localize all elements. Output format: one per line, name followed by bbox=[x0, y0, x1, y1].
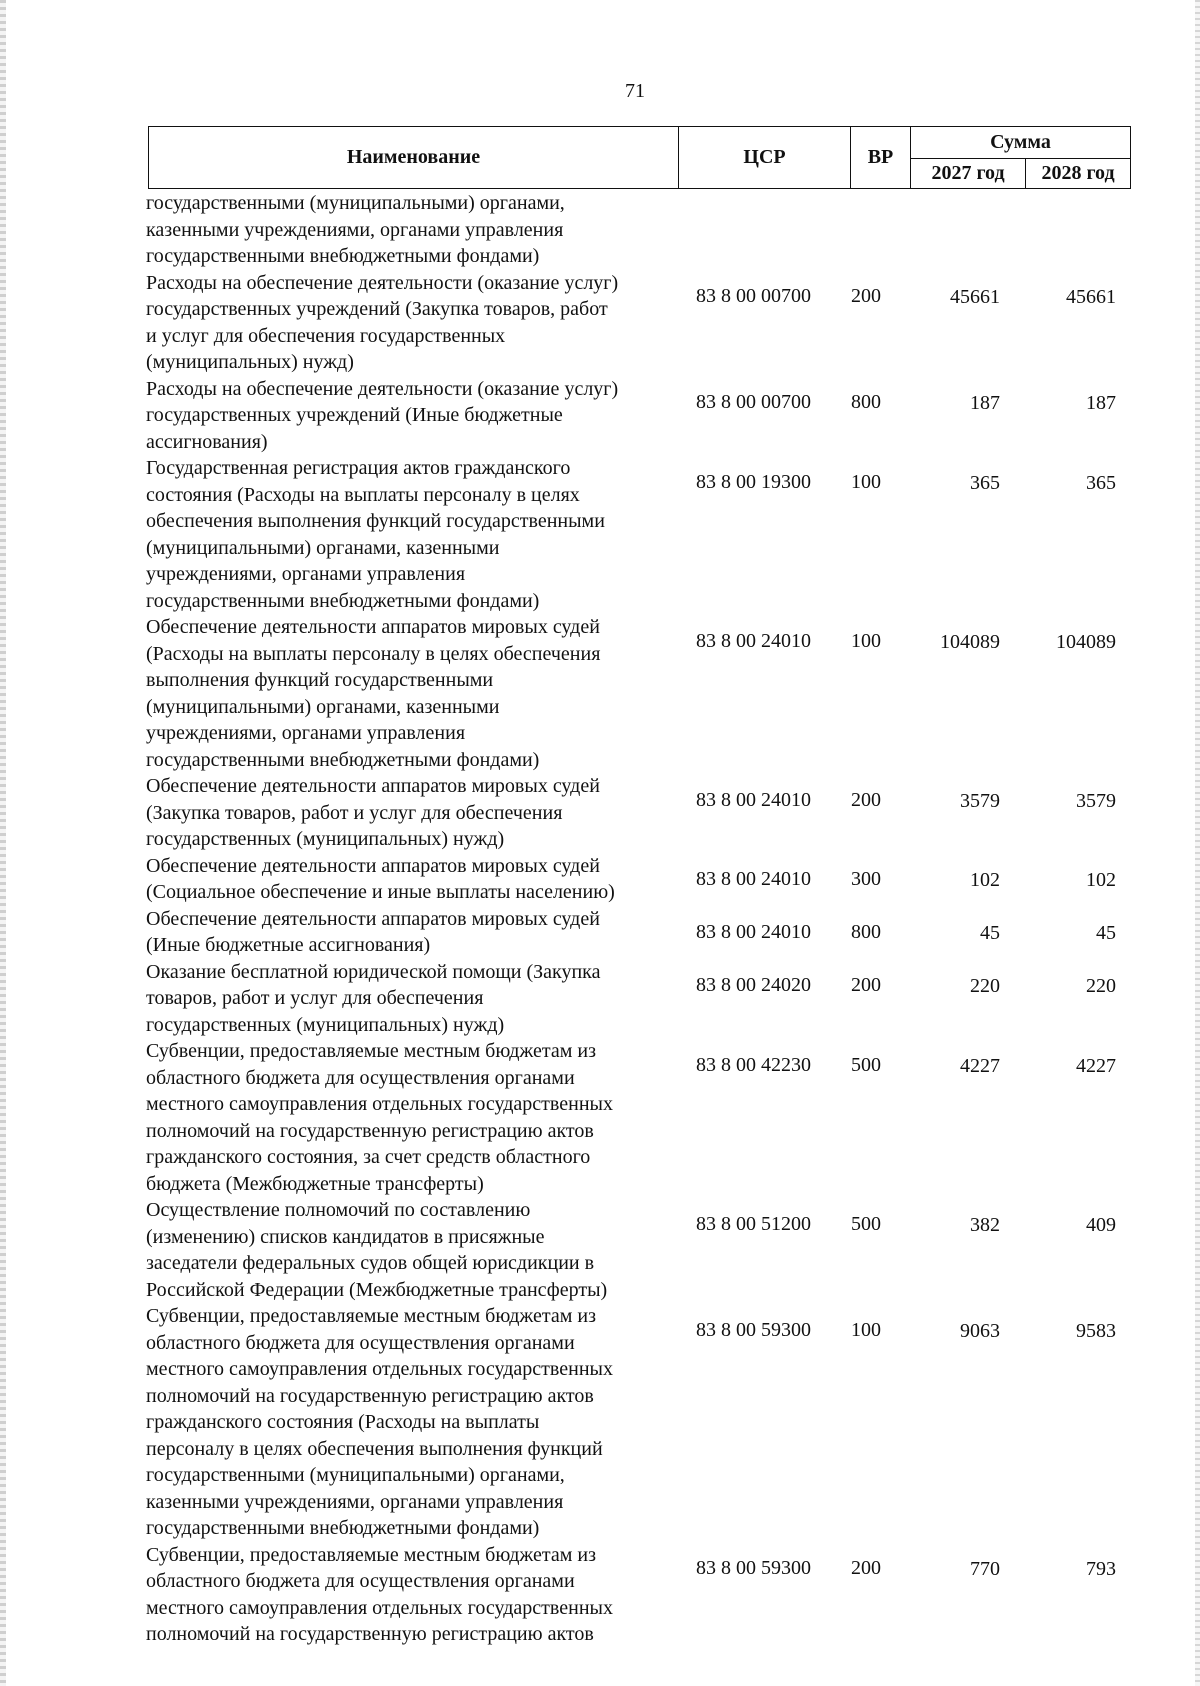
row-sum-2028: 365 bbox=[1086, 471, 1116, 494]
header-year-2027: 2027 год bbox=[911, 159, 1026, 189]
row-csr: 83 8 00 51200 bbox=[696, 1212, 811, 1235]
row-name bbox=[146, 906, 686, 959]
table-row bbox=[0, 906, 1200, 959]
table-row bbox=[0, 376, 1200, 456]
row-sum-2027: 365 bbox=[970, 471, 1000, 494]
row-name-line: учреждениями, органами управления bbox=[146, 722, 466, 744]
row-csr: 83 8 00 59300 bbox=[696, 1318, 811, 1341]
row-name-line: (Иные бюджетные ассигнования) bbox=[146, 934, 431, 956]
row-name-line: (Закупка товаров, работ и услуг для обеспечения bbox=[146, 801, 563, 824]
row-name-line: полномочий на государственную регистрацию актов bbox=[146, 1119, 594, 1142]
row-vr: 100 bbox=[851, 470, 881, 493]
row-csr: 83 8 00 19300 bbox=[696, 470, 811, 493]
row-vr: 200 bbox=[851, 788, 881, 811]
row-name-line: государственных учреждений (Иные бюджетные bbox=[146, 404, 563, 426]
row-name-line: ассигнования) bbox=[146, 430, 268, 453]
row-vr: 800 bbox=[851, 391, 881, 413]
row-vr: 200 bbox=[851, 285, 881, 307]
row-name bbox=[146, 1542, 686, 1648]
row-name-line: местного самоуправления отдельных государственных bbox=[146, 1093, 613, 1115]
row-name-line: областного бюджета для осуществления органами bbox=[146, 1331, 575, 1354]
row-name-line: Субвенции, предоставляемые местным бюджетам из bbox=[146, 1305, 596, 1327]
row-name-line: товаров, работ и услуг для обеспечения bbox=[146, 987, 484, 1009]
header-year-2028: 2028 год bbox=[1026, 159, 1131, 189]
header-sum: Сумма bbox=[911, 127, 1131, 159]
row-name bbox=[146, 853, 686, 906]
row-vr: 800 bbox=[851, 921, 881, 943]
row-name-line: государственными внебюджетными фондами) bbox=[146, 1517, 540, 1539]
row-csr: 83 8 00 24010 bbox=[696, 868, 811, 890]
row-name-line: Расходы на обеспечение деятельности (оказание услуг) bbox=[146, 271, 619, 294]
row-name-line: государственных (муниципальных) нужд) bbox=[146, 828, 505, 850]
row-name-line: бюджета (Межбюджетные трансферты) bbox=[146, 1172, 484, 1195]
row-sum-2028: 409 bbox=[1086, 1213, 1116, 1236]
row-name-line: заседатели федеральных судов общей юрисдикции в bbox=[146, 1252, 595, 1274]
table-row bbox=[0, 614, 1200, 773]
row-sum-2027: 102 bbox=[970, 869, 1000, 891]
row-vr: 300 bbox=[851, 868, 881, 890]
row-vr: 100 bbox=[851, 629, 881, 652]
row-name bbox=[146, 773, 686, 853]
row-sum-2028: 45661 bbox=[1066, 286, 1116, 308]
row-sum-2028: 45 bbox=[1096, 922, 1116, 944]
row-name bbox=[146, 455, 686, 614]
row-name bbox=[146, 1038, 686, 1197]
row-name-line: выполнения функций государственными bbox=[146, 669, 494, 691]
row-name-line: казенными учреждениями, органами управления bbox=[146, 218, 564, 241]
row-sum-2028: 793 bbox=[1086, 1558, 1116, 1580]
table-row bbox=[0, 1303, 1200, 1542]
row-name-line: полномочий на государственную регистрацию актов bbox=[146, 1623, 594, 1645]
row-name-line: полномочий на государственную регистрацию актов bbox=[146, 1384, 594, 1407]
row-sum-2028: 102 bbox=[1086, 869, 1116, 891]
row-name bbox=[146, 376, 686, 456]
row-sum-2027: 9063 bbox=[960, 1319, 1000, 1342]
table-row bbox=[0, 773, 1200, 853]
row-name-line: государственными внебюджетными фондами) bbox=[146, 748, 540, 771]
row-sum-2027: 4227 bbox=[960, 1054, 1000, 1077]
row-csr: 83 8 00 59300 bbox=[696, 1557, 811, 1579]
row-name-line: государственных учреждений (Закупка товаров, работ bbox=[146, 298, 608, 320]
row-name-line: местного самоуправления отдельных государственных bbox=[146, 1596, 613, 1619]
header-name: Наименование bbox=[149, 127, 679, 189]
row-name-line: Обеспечение деятельности аппаратов мировых судей bbox=[146, 616, 600, 638]
row-vr: 500 bbox=[851, 1053, 881, 1076]
row-name-line: областного бюджета для осуществления органами bbox=[146, 1570, 575, 1592]
table-row bbox=[0, 455, 1200, 614]
table-row bbox=[0, 190, 1200, 270]
row-name-line: (муниципальных) нужд) bbox=[146, 351, 354, 373]
row-sum-2028: 3579 bbox=[1076, 789, 1116, 812]
row-name bbox=[146, 270, 686, 376]
row-name-line: учреждениями, органами управления bbox=[146, 563, 466, 585]
table-header bbox=[148, 126, 1131, 189]
row-vr: 200 bbox=[851, 1557, 881, 1579]
row-name-line: гражданского состояния (Расходы на выплаты bbox=[146, 1411, 540, 1433]
table-row bbox=[0, 959, 1200, 1039]
row-sum-2027: 382 bbox=[970, 1213, 1000, 1236]
row-sum-2028: 9583 bbox=[1076, 1319, 1116, 1342]
table-row bbox=[0, 1038, 1200, 1197]
page-number: 71 bbox=[625, 80, 645, 102]
header-vr: ВР bbox=[851, 127, 911, 189]
row-name-line: Субвенции, предоставляемые местным бюджетам из bbox=[146, 1040, 596, 1062]
header-csr: ЦСР bbox=[679, 127, 851, 189]
row-sum-2027: 220 bbox=[970, 975, 1000, 997]
row-sum-2027: 770 bbox=[970, 1558, 1000, 1580]
row-sum-2028: 4227 bbox=[1076, 1054, 1116, 1077]
row-sum-2027: 45 bbox=[980, 922, 1000, 944]
row-sum-2027: 187 bbox=[970, 392, 1000, 414]
row-name-line: государственными (муниципальными) органами, bbox=[146, 1464, 565, 1486]
row-name-line: и услуг для обеспечения государственных bbox=[146, 324, 506, 347]
row-csr: 83 8 00 24010 bbox=[696, 788, 811, 811]
row-name-line: гражданского состояния, за счет средств областного bbox=[146, 1146, 591, 1168]
row-name-line: персоналу в целях обеспечения выполнения функций bbox=[146, 1437, 603, 1460]
row-vr: 200 bbox=[851, 974, 881, 996]
row-name-line: областного бюджета для осуществления органами bbox=[146, 1066, 575, 1089]
row-name bbox=[146, 1303, 686, 1542]
row-name-line: Оказание бесплатной юридической помощи (Закупка bbox=[146, 960, 601, 983]
row-name-line: Российской Федерации (Межбюджетные трансферты) bbox=[146, 1278, 608, 1301]
row-csr: 83 8 00 24010 bbox=[696, 921, 811, 943]
row-name-line: (Социальное обеспечение и иные выплаты населению) bbox=[146, 881, 615, 903]
row-name-line: Обеспечение деятельности аппаратов мировых судей bbox=[146, 854, 600, 877]
row-vr: 500 bbox=[851, 1212, 881, 1235]
table-row bbox=[0, 853, 1200, 906]
row-name-line: государственными (муниципальными) органами, bbox=[146, 192, 565, 214]
row-sum-2027: 45661 bbox=[950, 286, 1000, 308]
row-name-line: (Расходы на выплаты персоналу в целях обеспечения bbox=[146, 642, 601, 665]
row-name bbox=[146, 614, 686, 773]
row-name-line: государственных (муниципальных) нужд) bbox=[146, 1013, 505, 1036]
row-sum-2027: 104089 bbox=[940, 630, 1000, 653]
row-name-line: (муниципальными) органами, казенными bbox=[146, 695, 500, 718]
table-row bbox=[0, 1542, 1200, 1648]
row-name-line: Субвенции, предоставляемые местным бюджетам из bbox=[146, 1543, 596, 1566]
table-row bbox=[0, 1197, 1200, 1303]
row-csr: 83 8 00 00700 bbox=[696, 391, 811, 413]
row-name-line: (муниципальными) органами, казенными bbox=[146, 536, 500, 559]
row-name bbox=[146, 959, 686, 1039]
row-name-line: Расходы на обеспечение деятельности (оказание услуг) bbox=[146, 377, 619, 400]
row-name-line: местного самоуправления отдельных государственных bbox=[146, 1358, 613, 1380]
row-name bbox=[146, 190, 686, 270]
row-name-line: (изменению) списков кандидатов в присяжные bbox=[146, 1225, 545, 1248]
row-csr: 83 8 00 24010 bbox=[696, 629, 811, 652]
row-name-line: состояния (Расходы на выплаты персоналу в целях bbox=[146, 483, 580, 506]
row-name-line: Осуществление полномочий по составлению bbox=[146, 1199, 531, 1221]
row-name-line: обеспечения выполнения функций государственными bbox=[146, 510, 605, 532]
row-name-line: государственными внебюджетными фондами) bbox=[146, 589, 540, 612]
row-name-line: государственными внебюджетными фондами) bbox=[146, 245, 540, 267]
row-csr: 83 8 00 00700 bbox=[696, 285, 811, 307]
row-vr: 100 bbox=[851, 1318, 881, 1341]
row-sum-2028: 187 bbox=[1086, 392, 1116, 414]
row-sum-2028: 220 bbox=[1086, 975, 1116, 997]
row-sum-2027: 3579 bbox=[960, 789, 1000, 812]
row-name-line: Государственная регистрация актов гражданского bbox=[146, 457, 571, 479]
row-name-line: Обеспечение деятельности аппаратов мировых судей bbox=[146, 907, 600, 930]
row-csr: 83 8 00 24020 bbox=[696, 974, 811, 996]
table-row bbox=[0, 270, 1200, 376]
row-name bbox=[146, 1197, 686, 1303]
row-sum-2028: 104089 bbox=[1056, 630, 1116, 653]
row-csr: 83 8 00 42230 bbox=[696, 1053, 811, 1076]
row-name-line: Обеспечение деятельности аппаратов мировых судей bbox=[146, 775, 600, 797]
row-name-line: казенными учреждениями, органами управления bbox=[146, 1490, 564, 1513]
